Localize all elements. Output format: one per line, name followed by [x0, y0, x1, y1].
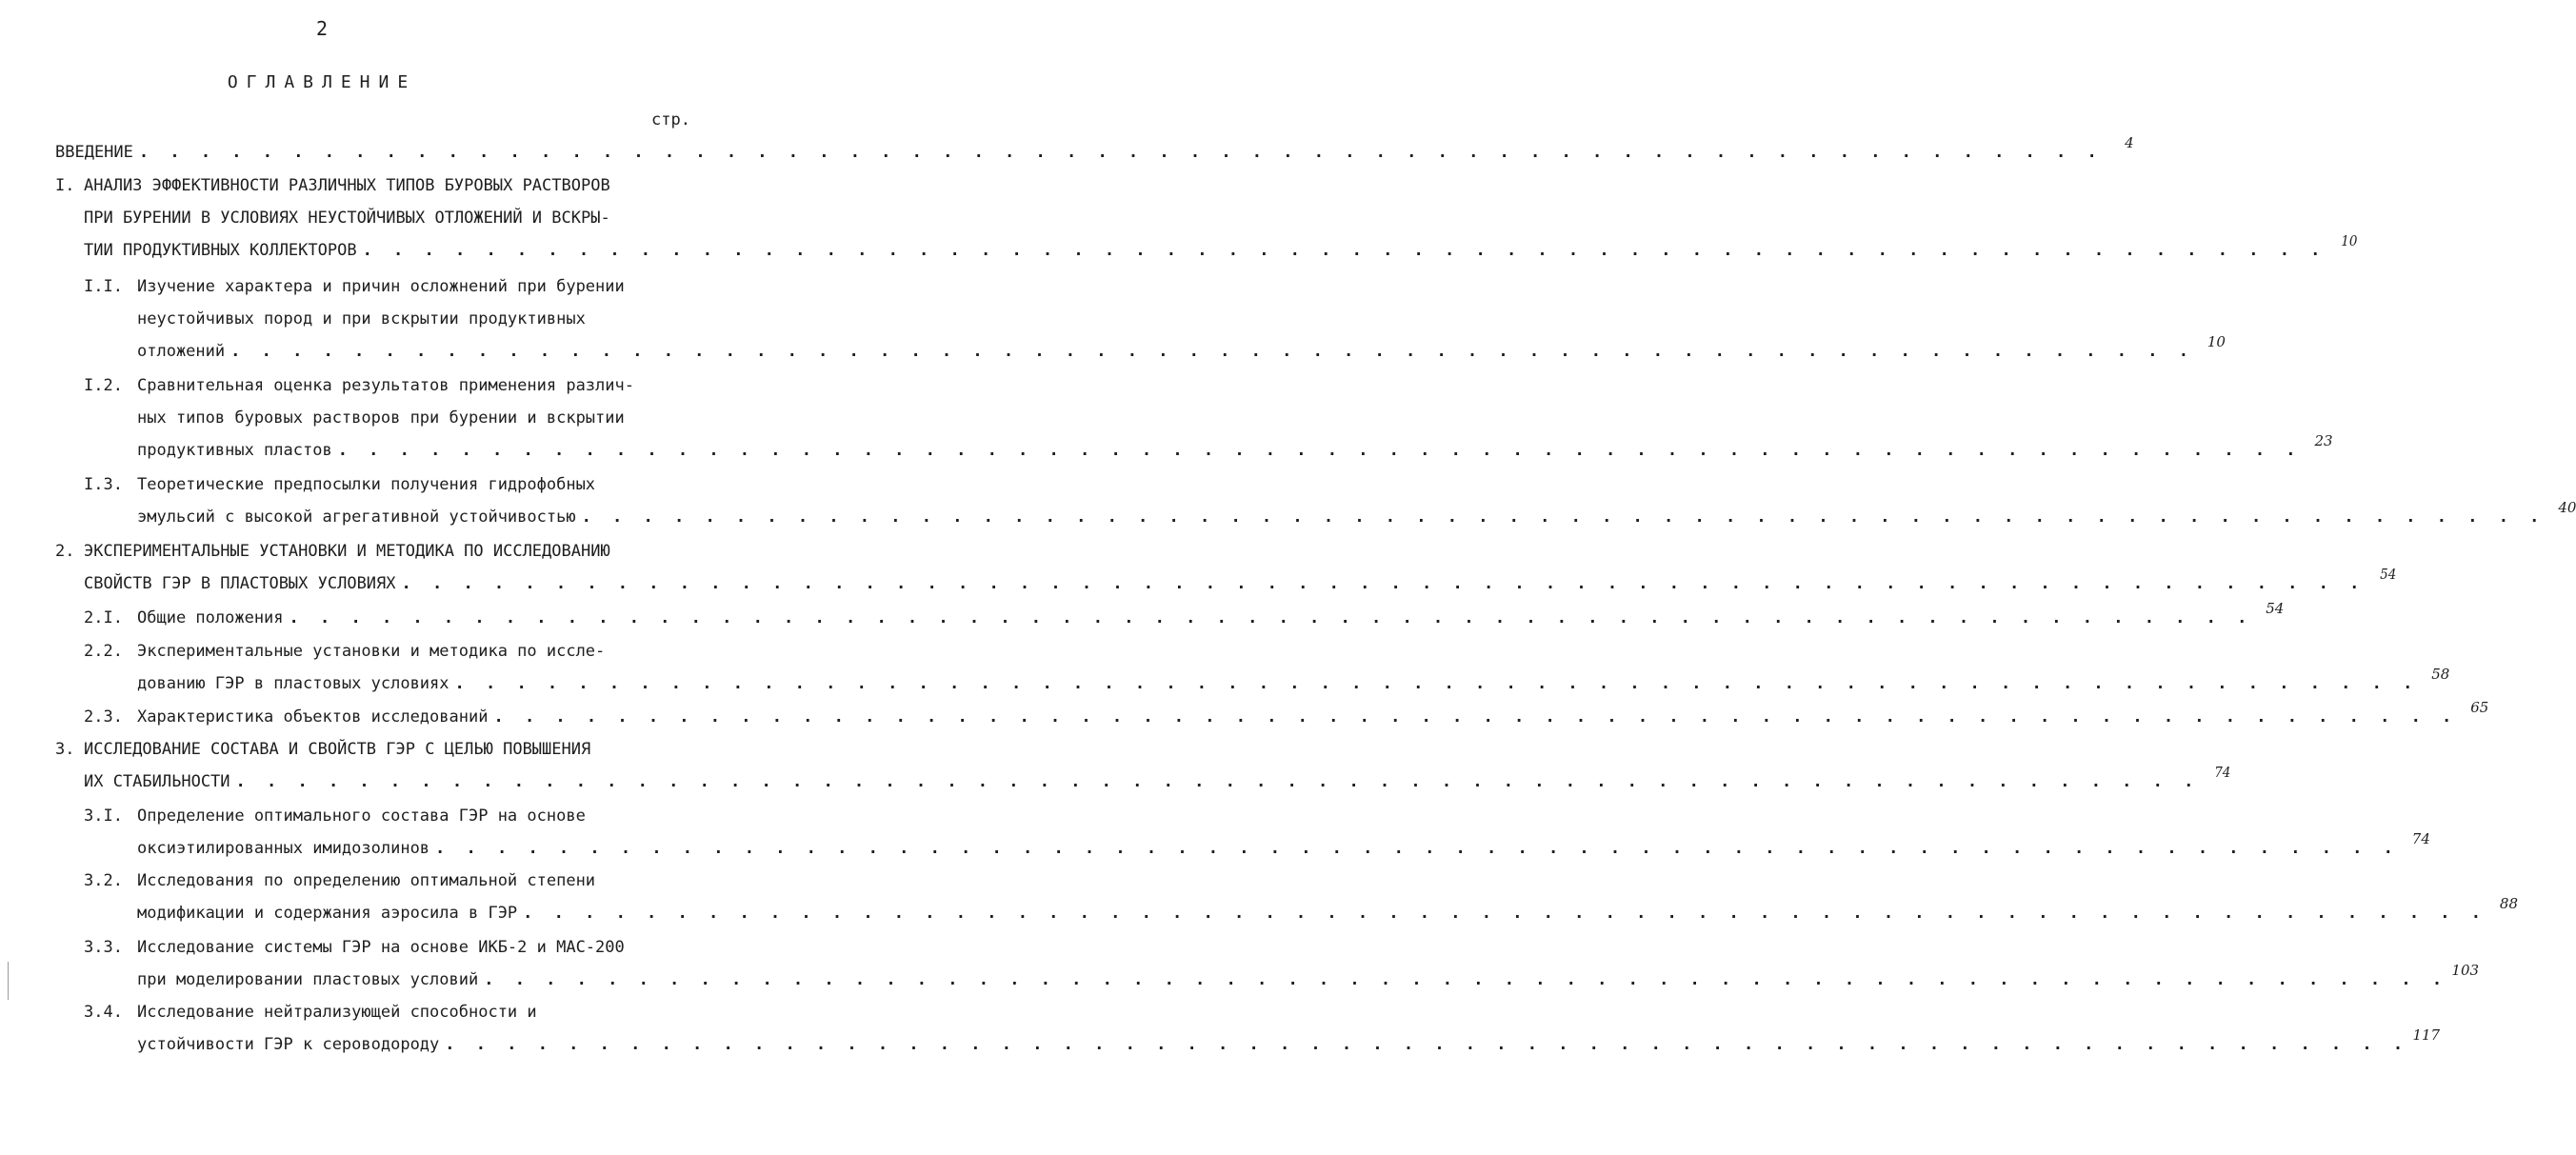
- entry-title-line: Изучение характера и причин осложнений при бурении: [137, 277, 625, 296]
- toc-entry-chapter-2[interactable]: [55, 535, 2397, 600]
- entry-page: 54: [2380, 566, 2397, 583]
- dot-leader: [484, 964, 2447, 996]
- toc-entry-chapter-1[interactable]: [55, 169, 2358, 267]
- entry-number: I.2.: [84, 376, 123, 395]
- entry-page: 4: [2125, 134, 2134, 151]
- toc-entry-2-1[interactable]: [84, 600, 2285, 634]
- entry-title-line: ЭКСПЕРИМЕНТАЛЬНЫЕ УСТАНОВКИ И МЕТОДИКА ПО ИССЛЕДОВАНИЮ: [84, 542, 610, 561]
- entry-page: 103: [2451, 962, 2480, 979]
- entry-number: 2.I.: [84, 608, 123, 627]
- entry-title-line: ных типов буровых растворов при бурении и вскрытии: [137, 408, 625, 428]
- entry-title-line: оксиэтилированных имидозолинов: [137, 839, 430, 858]
- toc-entry-1-3[interactable]: [84, 468, 2576, 533]
- entry-page: 54: [2266, 600, 2285, 617]
- entry-title-line: Исследования по определению оптимальной степени: [137, 871, 596, 890]
- entry-number: 2.2.: [84, 642, 123, 661]
- entry-title-line: Экспериментальные установки и методика по иссле-: [137, 642, 606, 661]
- dot-leader: [230, 335, 2194, 368]
- entry-title-line: Исследование системы ГЭР на основе ИКБ-2 и МАС-200: [137, 938, 625, 957]
- toc-entry-introduction[interactable]: [55, 134, 2134, 169]
- entry-title-line: Характеристика объектов исследований: [137, 707, 489, 727]
- entry-page: 74: [2214, 764, 2231, 781]
- toc-entry-2-3[interactable]: [84, 699, 2489, 733]
- entry-title-line: СВОЙСТВ ГЭР В ПЛАСТОВЫХ УСЛОВИЯХ: [84, 574, 396, 593]
- entry-page: 117: [2412, 1026, 2441, 1044]
- entry-number: I.I.: [84, 277, 123, 296]
- toc-entry-3-4[interactable]: [84, 996, 2441, 1061]
- dot-leader: [236, 766, 2200, 798]
- toc-entry-3-3[interactable]: [84, 931, 2480, 996]
- entry-title-line: ИССЛЕДОВАНИЕ СОСТАВА И СВОЙСТВ ГЭР С ЦЕЛЬЮ ПОВЫШЕНИЯ: [84, 740, 591, 759]
- entry-page: 74: [2411, 830, 2430, 847]
- entry-title-line: дованию ГЭР в пластовых условиях: [137, 674, 449, 693]
- entry-title-line: Исследование нейтрализующей способности и: [137, 1003, 537, 1022]
- entry-number: 3.3.: [84, 938, 123, 957]
- toc-title: ОГЛАВЛЕНИЕ: [227, 72, 417, 92]
- entry-page: 23: [2314, 432, 2333, 449]
- dot-leader: [493, 701, 2457, 733]
- entry-page: 65: [2470, 699, 2489, 716]
- dot-leader: [363, 234, 2326, 267]
- dot-leader: [435, 832, 2399, 865]
- entry-page: 10: [2207, 333, 2226, 350]
- entry-title-line: при моделировании пластовых условий: [137, 970, 479, 989]
- entry-page: 58: [2431, 666, 2450, 683]
- page-number: 2: [315, 17, 329, 40]
- dot-leader: [139, 136, 2103, 169]
- entry-number: I.3.: [84, 475, 123, 494]
- entry-number: 2.: [55, 542, 75, 561]
- entry-number: 2.3.: [84, 707, 123, 727]
- scan-margin-line: [8, 962, 9, 1000]
- dot-leader: [445, 1028, 2408, 1061]
- entry-title-line: АНАЛИЗ ЭФФЕКТИВНОСТИ РАЗЛИЧНЫХ ТИПОВ БУРОВЫХ РАСТВОРОВ: [84, 176, 610, 195]
- entry-title-line: Сравнительная оценка результатов применения различ-: [137, 376, 634, 395]
- toc-entry-3-2[interactable]: [84, 865, 2518, 929]
- entry-title-line: модификации и содержания аэросила в ГЭР: [137, 904, 518, 923]
- entry-number: 3.2.: [84, 871, 123, 890]
- entry-title-line: отложений: [137, 342, 226, 361]
- entry-number: 3.: [55, 740, 75, 759]
- dot-leader: [402, 568, 2366, 600]
- entry-title-line: продуктивных пластов: [137, 441, 332, 460]
- toc-entry-2-2[interactable]: [84, 635, 2450, 700]
- entry-title: ВВЕДЕНИЕ: [55, 143, 133, 162]
- entry-number: 3.I.: [84, 807, 123, 826]
- entry-title-line: ТИИ ПРОДУКТИВНЫХ КОЛЛЕКТОРОВ: [84, 241, 357, 260]
- page-column-label: стр.: [651, 110, 690, 129]
- entry-title-line: ПРИ БУРЕНИИ В УСЛОВИЯХ НЕУСТОЙЧИВЫХ ОТЛОЖЕНИЙ И ВСКРЫ-: [84, 209, 610, 228]
- entry-page: 88: [2499, 895, 2518, 912]
- entry-number: I.: [55, 176, 75, 195]
- entry-title-line: Общие положения: [137, 608, 284, 627]
- entry-title-line: Определение оптимального состава ГЭР на основе: [137, 807, 586, 826]
- dot-leader: [455, 667, 2419, 700]
- entry-page: 10: [2341, 232, 2358, 249]
- toc-entry-1-2[interactable]: [84, 369, 2333, 467]
- entry-page: 40: [2558, 499, 2576, 516]
- entry-title-line: неустойчивых пород и при вскрытии продуктивных: [137, 309, 586, 329]
- toc-entry-3-1[interactable]: [84, 800, 2430, 865]
- entry-title-line: устойчивости ГЭР к сероводороду: [137, 1035, 440, 1054]
- dot-leader: [338, 434, 2302, 467]
- entry-number: 3.4.: [84, 1003, 123, 1022]
- entry-title-line: ИХ СТАБИЛЬНОСТИ: [84, 772, 230, 791]
- dot-leader: [523, 897, 2486, 929]
- toc-entry-chapter-3[interactable]: [55, 733, 2231, 798]
- entry-title-line: Теоретические предпосылки получения гидрофобных: [137, 475, 596, 494]
- entry-title-line: эмульсий с высокой агрегативной устойчивостью: [137, 508, 576, 527]
- dot-leader: [582, 501, 2546, 533]
- toc-entry-1-1[interactable]: [84, 270, 2226, 368]
- dot-leader: [290, 602, 2253, 634]
